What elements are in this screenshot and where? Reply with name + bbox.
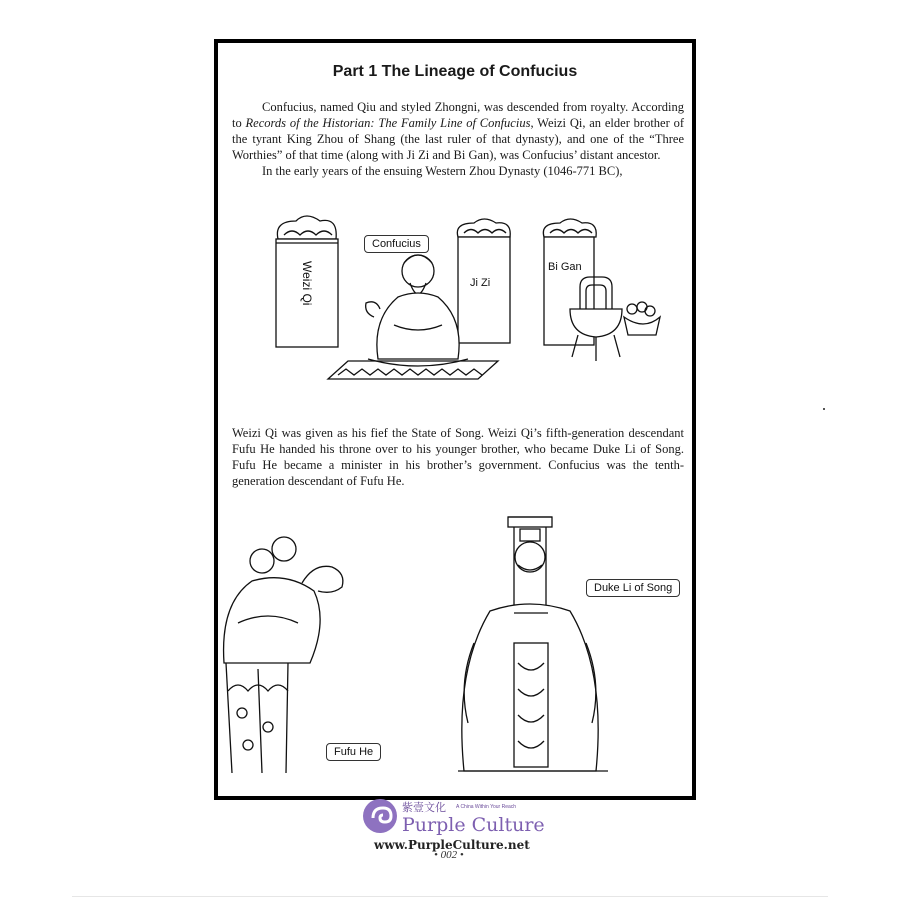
watermark-url: www.PurpleCulture.net xyxy=(374,838,530,852)
stray-dot xyxy=(823,408,825,410)
book-citation: Records of the Historian: The Family Line of Confucius xyxy=(245,116,531,130)
paragraph-intro xyxy=(232,99,684,179)
paragraph-lineage: Weizi Qi was given as his fief the State of Song. Weizi Qi’s fifth-generation descendant Fufu He handed his throne over to his younger brother, who became Duke Li of Song. Fufu He became a minister in his brother’s government. Confucius was the tenth-generation descendant of Fufu He. xyxy=(232,426,684,488)
label-weizi-qi: Weizi Qi xyxy=(300,261,314,306)
label-fufu-he: Fufu He xyxy=(326,743,381,761)
label-confucius: Confucius xyxy=(364,235,429,253)
page-number: • 002 • xyxy=(434,849,464,861)
illustration-fufu-he-duke-li xyxy=(218,513,692,796)
watermark-tagline: A China Within Your Reach xyxy=(456,804,517,810)
paragraph-intro-body xyxy=(232,99,684,163)
label-ji-zi: Ji Zi xyxy=(470,277,491,289)
label-bi-gan: Bi Gan xyxy=(548,261,582,273)
bottom-divider xyxy=(72,896,828,897)
purple-culture-logo-icon xyxy=(362,798,398,834)
book-page xyxy=(214,39,696,800)
page-title: Part 1 The Lineage of Confucius xyxy=(332,63,578,80)
text-line: In the early years of the ensuing Western Zhou Dynasty (1046-771 BC), xyxy=(262,164,623,178)
watermark-chinese-text: 紫壹文化 xyxy=(402,801,446,814)
watermark-brand-name: Purple Culture xyxy=(402,814,545,836)
label-duke-li-of-song: Duke Li of Song xyxy=(586,579,680,597)
illustration-confucius-pillars xyxy=(218,209,692,419)
text-line: Confucius, named Qiu and styled Zhongni, was descended from royalty. According to xyxy=(232,100,684,130)
text-line: , Weizi Qi, an elder brother of the tyrant King Zhou of Shang (the last ruler of that dynasty), and one of the “Three Worthies” of that time (along with Ji Zi and Bi Gan), was Confucius’ distant ancestor. xyxy=(232,116,684,162)
